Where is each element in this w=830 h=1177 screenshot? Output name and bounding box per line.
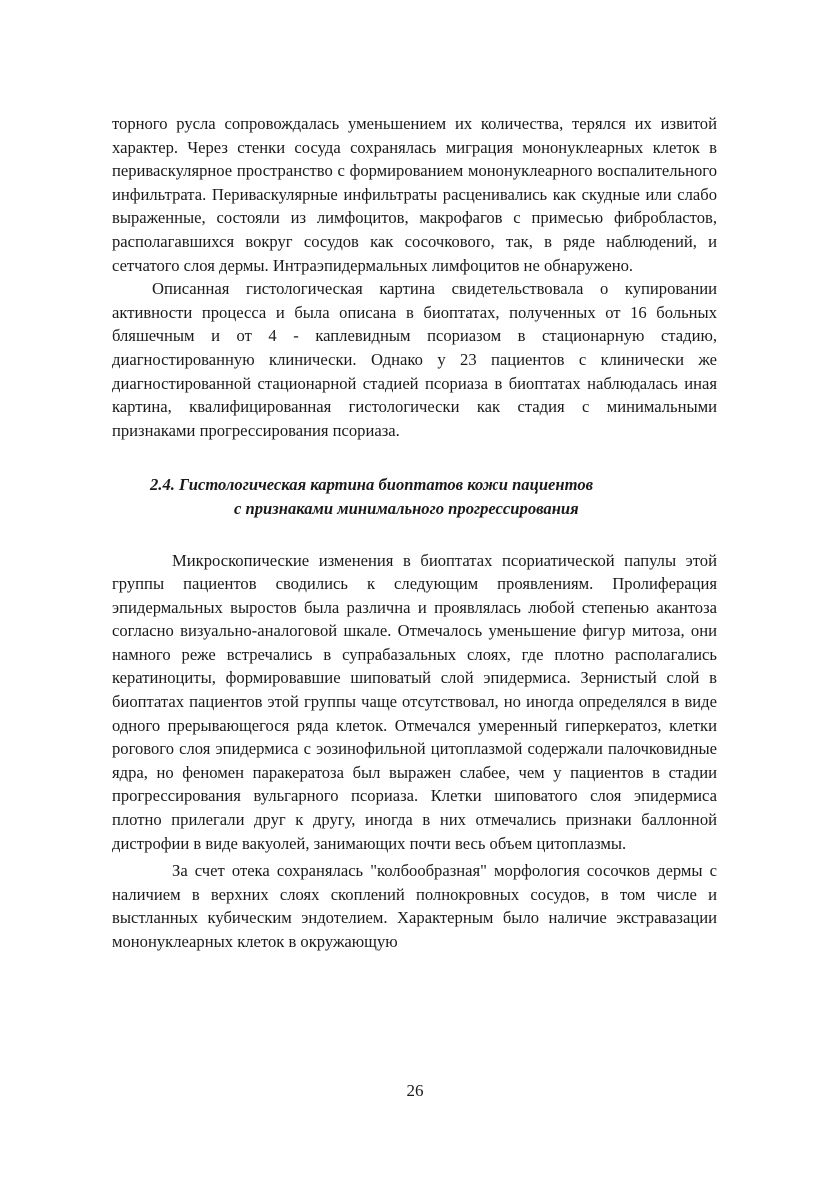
paragraph-histological-picture: Описанная гистологическая картина свидетельствовала о купировании активности процесса и была описана в биоптатах, полученных от 16 больных бляшечным и от 4 - каплевидным псориазом в стационарную стадию, диагностированную клинически. Однако у 23 пациентов с клинически же диагностированной стационарной стадией псориаза в биоптатах наблюдалась иная картина, квалифицированная гистологически как стадия с минимальными признаками прогрессирования псориаза. [112, 279, 717, 440]
document-page [112, 112, 717, 954]
paragraph-continuation: торного русла сопровождалась уменьшением их количества, терялся их извитой характер. Через стенки сосуда сохранялась миграция мононуклеарных клеток в периваскулярное пространство с формированием мононуклеарного воспалительного инфильтрата. Периваскулярные инфильтраты расценивались как скудные или слабо выраженные, состояли из лимфоцитов, макрофагов с примесью фибробластов, располагавшихся вокруг сосудов как сосочкового, так, в ряде наблюдений, и сетчатого слоя дермы. Интраэпидермальных лимфоцитов не обнаружено. [112, 114, 717, 275]
section-heading-line-2: с признаками минимального прогрессирования [234, 498, 579, 518]
paragraph-microscopic-changes: Микроскопические изменения в биоптатах псориатической папулы этой группы пациентов сводились к следующим проявлениям. Пролиферация эпидермальных выростов была различна и проявлялась любой степенью акантоза согласно визуально-аналоговой шкале. Отмечалось уменьшение фигур митоза, они намного реже встречались в супрабазальных слоях, где плотно располагались кератиноциты, формировавшие шиповатый слой эпидермиса. Зернистый слой в биоптатах пациентов этой группы чаще отсутствовал, но иногда определялся в виде одного прерывающегося ряда клеток. Отмечался умеренный гиперкератоз, клетки рогового слоя эпидермиса с эозинофильной цитоплазмой содержали палочковидные ядра, но феномен паракератоза был выражен слабее, чем у пациентов в стадии прогрессирования вульгарного псориаза. Клетки шиповатого слоя эпидермиса плотно прилегали друг к другу, иногда в них отмечались признаки баллонной дистрофии в виде вакуолей, занимающих почти весь объем цитоплазмы. [112, 550, 717, 853]
page-number: 26 [406, 1081, 424, 1100]
section-heading [112, 473, 717, 520]
section-heading-line-1: 2.4. Гистологическая картина биоптатов кожи пациентов [150, 475, 594, 495]
paragraph-edema: За счет отека сохранялась "колбообразная" морфология сосочков дермы с наличием в верхних слоях скоплений полнокровных сосудов, в том числе и выстланных кубическим эндотелием. Характерным было наличие экстравазации мононуклеарных клеток в окружающую [112, 861, 717, 951]
